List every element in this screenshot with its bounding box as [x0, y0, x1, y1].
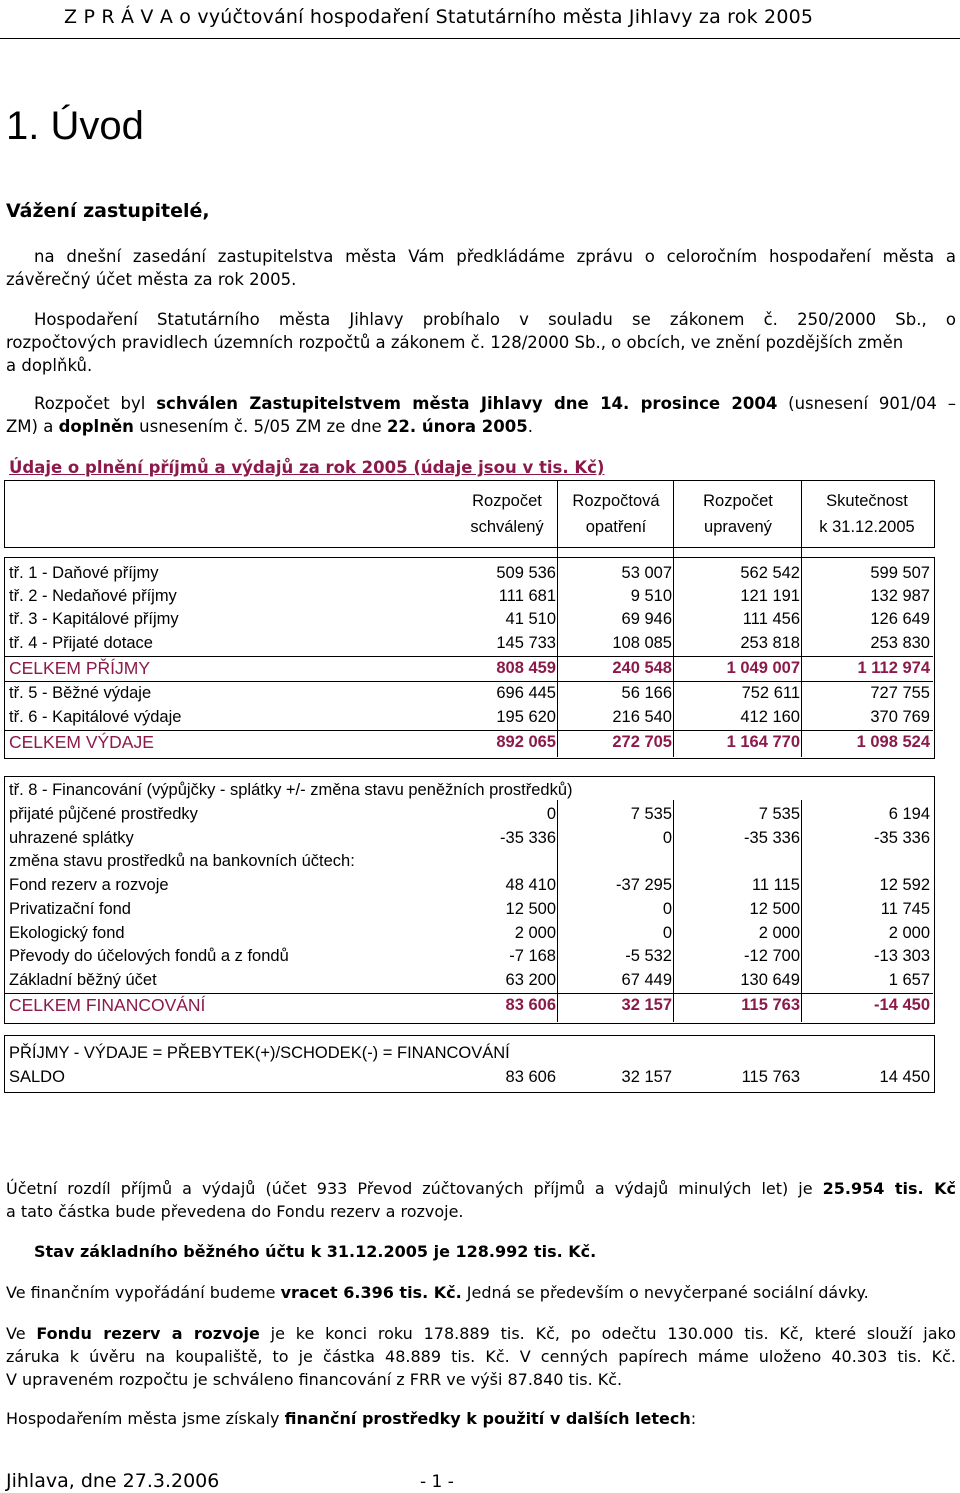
text-run: usnesením č. 5/05 ZM ze dne: [133, 417, 387, 436]
table-cell: 2 000: [758, 924, 800, 942]
total-cell: 1 049 007: [726, 659, 800, 677]
table-cell: 14 450: [879, 1068, 930, 1086]
text-run: je ke konci roku 178.889 tis. Kč, po odečtu 130.000 tis. Kč, které slouží jako: [259, 1324, 956, 1343]
table-row-label: tř. 4 - Přijaté dotace: [9, 634, 153, 652]
table-cell: -37 295: [616, 876, 672, 894]
paragraph-intro: [6, 245, 956, 291]
table-cell: 0: [662, 829, 672, 847]
text-run: ZM) a: [6, 417, 59, 436]
row-divider: [4, 656, 933, 657]
bold-run: finanční prostředky k použití v dalších letech: [284, 1409, 691, 1428]
total-cell: 892 065: [496, 733, 556, 751]
table-cell: 2 000: [888, 924, 930, 942]
table-cell: 63 200: [505, 971, 556, 989]
table-cell: -35 336: [874, 829, 930, 847]
table-row-label: tř. 5 - Běžné výdaje: [9, 684, 152, 702]
column-header: Rozpočet schválený: [470, 492, 544, 536]
text-run: (usnesení 901/04 –: [777, 394, 956, 413]
table-row-label: Privatizační fond: [9, 900, 131, 918]
table-cell: 6 194: [888, 805, 930, 823]
text-run: Ve: [6, 1324, 37, 1343]
table-cell: -35 336: [500, 829, 556, 847]
paragraph-fund: [6, 1322, 956, 1391]
table-row-label: tř. 3 - Kapitálové příjmy: [9, 610, 179, 628]
row-divider: [4, 681, 933, 682]
total-cell: 240 548: [612, 659, 672, 677]
table-cell: 69 946: [621, 610, 672, 628]
paragraph-line: [6, 415, 956, 438]
paragraph-line: rozpočtových pravidlech územních rozpočtů a zákonem č. 128/2000 Sb., o obcích, ve znění pozdějších změn: [6, 333, 904, 352]
total-row-label: CELKEM FINANCOVÁNÍ: [9, 995, 206, 1015]
table-cell: 727 755: [870, 684, 930, 702]
table-cell: 752 611: [741, 684, 800, 702]
table-cell: 0: [662, 900, 672, 918]
bold-run: vracet 6.396 tis. Kč.: [280, 1283, 462, 1302]
table-cell: 12 500: [505, 900, 556, 918]
text-run: Hospodařením města jsme získaly: [6, 1409, 285, 1428]
column-divider: [673, 800, 674, 1022]
table-cell: 7 535: [630, 805, 672, 823]
paragraph-line: a doplňků.: [6, 356, 93, 375]
paragraph-line: a tato částka bude převedena do Fondu rezerv a rozvoje.: [6, 1202, 464, 1221]
table-cell: 56 166: [621, 684, 672, 702]
total-cell: 83 606: [505, 996, 556, 1014]
equation-text: PŘÍJMY - VÝDAJE = PŘEBYTEK(+)/SCHODEK(-) = FINANCOVÁNÍ: [9, 1044, 510, 1062]
table-cell: 0: [546, 805, 556, 823]
table-cell: 115 763: [741, 1068, 800, 1086]
column-divider: [801, 480, 802, 757]
table-cell: 83 606: [505, 1068, 556, 1086]
table-row-label: Fond rezerv a rozvoje: [9, 876, 169, 894]
row-divider: [4, 993, 933, 994]
paragraph-line: [6, 1322, 956, 1345]
table-cell: 412 160: [740, 708, 800, 726]
financing-title: tř. 8 - Financování (výpůjčky - splátky +/- změna stavu peněžních prostředků): [9, 781, 573, 799]
table-cell: 32 157: [621, 1068, 672, 1086]
total-row-label: CELKEM VÝDAJE: [9, 732, 154, 752]
total-cell: 32 157: [621, 996, 672, 1014]
table-row-label: přijaté půjčené prostředky: [9, 805, 198, 823]
text-run: :: [690, 1409, 697, 1428]
table-cell: -35 336: [744, 829, 800, 847]
table-cell: -5 532: [625, 947, 672, 965]
table-cell: 7 535: [758, 805, 800, 823]
table-cell: -13 303: [874, 947, 930, 965]
table-cell: 53 007: [621, 564, 672, 582]
text-run: Účetní rozdíl příjmů a výdajů (účet 933 Převod zúčtovaných příjmů a výdajů minulých let) je: [6, 1179, 823, 1198]
table-row-label: Ekologický fond: [9, 924, 125, 942]
table-cell: 108 085: [612, 634, 672, 652]
table-row-label: tř. 1 - Daňové příjmy: [9, 564, 159, 582]
table-cell: 126 649: [870, 610, 930, 628]
table-cell: 41 510: [505, 610, 556, 628]
document-header: Z P R Á V A o vyúčtování hospodaření Statutárního města Jihlavy za rok 2005: [64, 6, 814, 28]
greeting: Vážení zastupitelé,: [6, 200, 210, 222]
total-cell: 272 705: [612, 733, 672, 751]
table-cell: 132 987: [870, 587, 930, 605]
paragraph-line: na dnešní zasedání zastupitelstva města Vám předkládáme zprávu o celoročním hospodaření města a: [34, 247, 956, 266]
paragraph-line: V upraveném rozpočtu je schváleno financování z FRR ve výši 87.840 tis. Kč.: [6, 1370, 623, 1389]
text-run: Ve finančním vypořádání budeme: [6, 1283, 281, 1302]
column-header: Rozpočet upravený: [703, 492, 773, 536]
saldo-label: SALDO: [9, 1068, 65, 1086]
section-heading: 1. Úvod: [6, 104, 144, 148]
bold-run: Fondu rezerv a rozvoje: [36, 1324, 260, 1343]
paragraph-accounting: [6, 1177, 956, 1223]
total-row-label: CELKEM PŘÍJMY: [9, 658, 150, 678]
column-header: Rozpočtová opatření: [572, 492, 660, 536]
column-divider: [673, 480, 674, 757]
table-cell: 48 410: [505, 876, 556, 894]
bold-run: schválen Zastupitelstvem města Jihlavy dne 14. prosince 2004: [156, 394, 778, 413]
paragraph-account-status: Stav základního běžného účtu k 31.12.2005 je 128.992 tis. Kč.: [34, 1242, 597, 1261]
table-cell: -12 700: [744, 947, 800, 965]
paragraph-resources: [6, 1407, 956, 1430]
table-cell: 216 540: [612, 708, 672, 726]
paragraph-line: závěrečný účet města za rok 2005.: [6, 270, 297, 289]
total-cell: 808 459: [496, 659, 556, 677]
bold-run: doplněn: [58, 417, 134, 436]
paragraph-budget: [6, 392, 956, 438]
paragraph-legal: [6, 308, 956, 377]
table-cell: 253 830: [870, 634, 930, 652]
paragraph-line: [6, 392, 956, 415]
page-number: - 1 -: [420, 1472, 454, 1492]
table-cell: 599 507: [870, 564, 930, 582]
paragraph-line: [6, 1177, 956, 1200]
text-run: Jedná se především o nevyčerpané sociální dávky.: [461, 1283, 869, 1302]
table-cell: 111 456: [742, 610, 800, 628]
table-cell: 2 000: [514, 924, 556, 942]
table-row-label: tř. 6 - Kapitálové výdaje: [9, 708, 182, 726]
row-divider: [4, 730, 933, 731]
total-cell: 1 112 974: [857, 659, 930, 677]
table-row-label: uhrazené splátky: [9, 829, 134, 847]
total-cell: 115 763: [741, 996, 800, 1014]
table-cell: 12 500: [749, 900, 800, 918]
header-divider: [0, 38, 960, 39]
table-cell: 11 745: [880, 900, 930, 918]
table-cell: 67 449: [621, 971, 672, 989]
table-row-label: změna stavu prostředků na bankovních účtech:: [9, 852, 355, 870]
table-row-label: Převody do účelových fondů a z fondů: [9, 947, 289, 965]
column-divider: [557, 480, 558, 757]
table-cell: 509 536: [496, 564, 556, 582]
table-cell: 696 445: [496, 684, 556, 702]
table-cell: 9 510: [630, 587, 672, 605]
table-cell: 121 191: [740, 587, 800, 605]
table-row-label: Základní běžný účet: [9, 971, 157, 989]
bold-run: 25.954 tis. Kč: [822, 1179, 957, 1198]
table-cell: 253 818: [740, 634, 800, 652]
table-row-label: tř. 2 - Nedaňové příjmy: [9, 587, 177, 605]
total-cell: 1 098 524: [856, 733, 930, 751]
table-cell: 1 657: [888, 971, 930, 989]
paragraph-settlement: [6, 1281, 956, 1304]
column-header: Skutečnost k 31.12.2005: [819, 492, 915, 536]
table-cell: 130 649: [740, 971, 800, 989]
table-cell: 370 769: [870, 708, 930, 726]
paragraph-line: záruka k úvěru na koupaliště, to je částka 48.889 tis. Kč. V cenných papírech máme uloženo 40.303 tis. Kč.: [6, 1347, 956, 1366]
column-divider: [557, 800, 558, 1022]
table-cell: -7 168: [509, 947, 556, 965]
column-divider: [801, 800, 802, 1022]
table-cell: 111 681: [498, 587, 556, 605]
table-cell: 562 542: [740, 564, 800, 582]
table-title: Údaje o plnění příjmů a výdajů za rok 2005 (údaje jsou v tis. Kč): [9, 458, 605, 477]
total-cell: 1 164 770: [726, 733, 800, 751]
table-cell: 11 115: [751, 876, 800, 894]
table-cell: 0: [662, 924, 672, 942]
table-cell: 145 733: [496, 634, 556, 652]
table-cell: 12 592: [879, 876, 930, 894]
table-cell: 195 620: [496, 708, 556, 726]
bold-run: 22. února 2005: [386, 417, 528, 436]
text-run: .: [527, 417, 533, 436]
total-cell: -14 450: [874, 996, 930, 1014]
text-run: Rozpočet byl: [34, 394, 157, 413]
footer-date: Jihlava, dne 27.3.2006: [6, 1470, 220, 1492]
paragraph-line: Hospodaření Statutárního města Jihlavy probíhalo v souladu se zákonem č. 250/2000 Sb., o: [34, 310, 956, 329]
